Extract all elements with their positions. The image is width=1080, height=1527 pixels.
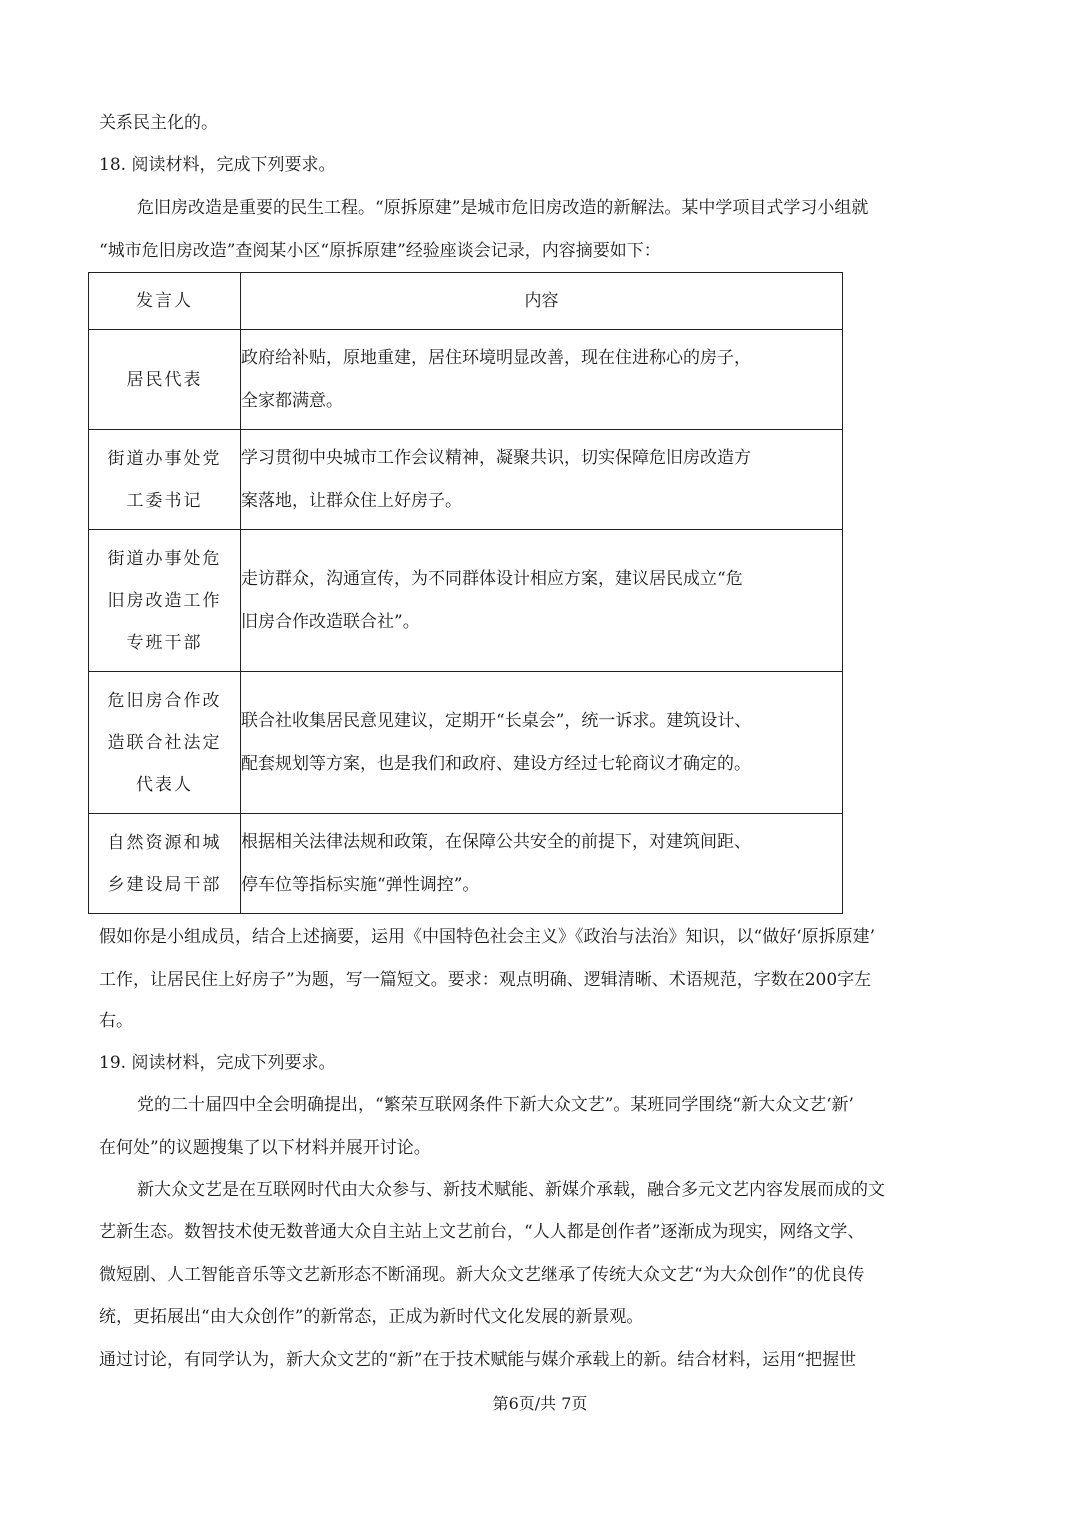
speaker-line: 旧房改造工作	[107, 590, 222, 611]
content-line: 学习贯彻中央城市工作会议精神，凝聚共识，切实保障危旧房改造方	[241, 447, 751, 468]
speaker-line: 造联合社法定	[107, 732, 222, 753]
q19-para2-line-3: 微短剧、人工智能音乐等文艺新形态不断涌现。新大众文艺继承了传统大众文艺“为大众创作”的优良传	[99, 1265, 865, 1285]
q18-task-line-3: 右。	[99, 1011, 133, 1031]
speaker-line: 代表人	[136, 774, 193, 795]
q18-para-line-1: 危旧房改造是重要的民生工程。“原拆原建”是城市危旧房改造的新解法。某中学项目式学习小组就	[137, 198, 869, 218]
speaker-line: 居民代表	[126, 369, 203, 390]
q18-task-line-2: 工作，让居民住上好房子”为题，写一篇短文。要求：观点明确、逻辑清晰、术语规范，字数在200字左	[99, 970, 872, 990]
speaker-line: 自然资源和城	[107, 832, 222, 853]
q19-para2-line-1: 新大众文艺是在互联网时代由大众参与、新技术赋能、新媒介承载，融合多元文艺内容发展而成的文	[137, 1180, 885, 1200]
content-line: 走访群众，沟通宣传，为不同群体设计相应方案，建议居民成立“危	[241, 568, 743, 589]
content-cell	[241, 672, 843, 814]
speaker-cell	[89, 672, 241, 814]
table-row	[89, 530, 843, 672]
header-content: 内容	[241, 273, 843, 330]
q18-task-line-1: 假如你是小组成员，结合上述摘要，运用《中国特色社会主义》《政治与法治》知识，以“做好‘原拆原建’	[99, 927, 875, 947]
speaker-line: 乡建设局干部	[107, 874, 222, 895]
intro-tail: 关系民主化的。	[99, 113, 218, 133]
speaker-cell	[89, 330, 241, 430]
content-line: 停车位等指标实施“弹性调控”。	[241, 874, 480, 895]
q18-para-line-2: “城市危旧房改造”查阅某小区“原拆原建”经验座谈会记录，内容摘要如下：	[99, 241, 661, 261]
content-line: 配套规划等方案，也是我们和政府、建设方经过七轮商议才确定的。	[241, 753, 751, 774]
content-line: 案落地，让群众住上好房子。	[241, 490, 462, 511]
speaker-line: 街道办事处党	[107, 448, 222, 469]
q19-title: 19. 阅读材料，完成下列要求。	[99, 1053, 336, 1073]
content-cell	[241, 430, 843, 530]
q19-para1-line-1: 党的二十届四中全会明确提出，“繁荣互联网条件下新大众文艺”。某班同学围绕“新大众文艺‘新’	[137, 1095, 854, 1115]
speaker-cell	[89, 814, 241, 914]
content-line: 旧房合作改造联合社”。	[241, 611, 420, 632]
speaker-line: 专班干部	[126, 632, 203, 653]
content-line: 联合社收集居民意见建议，定期开“长桌会”，统一诉求。建筑设计、	[241, 710, 752, 731]
speaker-line: 工委书记	[126, 490, 203, 511]
q19-discussion: 通过讨论，有同学认为，新大众文艺的“新”在于技术赋能与媒介承载上的新。结合材料，运用“把握世	[99, 1350, 857, 1370]
table-row	[89, 330, 843, 430]
table-row	[89, 672, 843, 814]
speaker-line: 街道办事处危	[107, 548, 222, 569]
content-cell	[241, 530, 843, 672]
speaker-cell	[89, 430, 241, 530]
q18-title: 18. 阅读材料，完成下列要求。	[99, 155, 336, 175]
q19-para2-line-2: 艺新生态。数智技术使无数普通大众自主站上文艺前台，“人人都是创作者”逐渐成为现实，网络文学、	[99, 1222, 865, 1242]
page-footer: 第6页/共 7页	[492, 1394, 588, 1413]
table-row	[89, 430, 843, 530]
content-line: 根据相关法律法规和政策，在保障公共安全的前提下，对建筑间距、	[241, 831, 751, 852]
content-cell	[241, 814, 843, 914]
q19-para2-line-4: 统，更拓展出“由大众创作”的新常态，正成为新时代文化发展的新景观。	[99, 1307, 644, 1327]
header-speaker: 发言人	[89, 273, 241, 330]
content-line: 政府给补贴，原地重建，居住环境明显改善，现在住进称心的房子，	[241, 347, 751, 368]
minutes-table	[88, 272, 843, 914]
speaker-cell	[89, 530, 241, 672]
table-row	[89, 814, 843, 914]
content-line: 全家都满意。	[241, 390, 343, 411]
table-header-row	[89, 273, 843, 330]
content-cell	[241, 330, 843, 430]
q19-para1-line-2: 在何处”的议题搜集了以下材料并展开讨论。	[99, 1138, 431, 1158]
speaker-line: 危旧房合作改	[107, 690, 222, 711]
